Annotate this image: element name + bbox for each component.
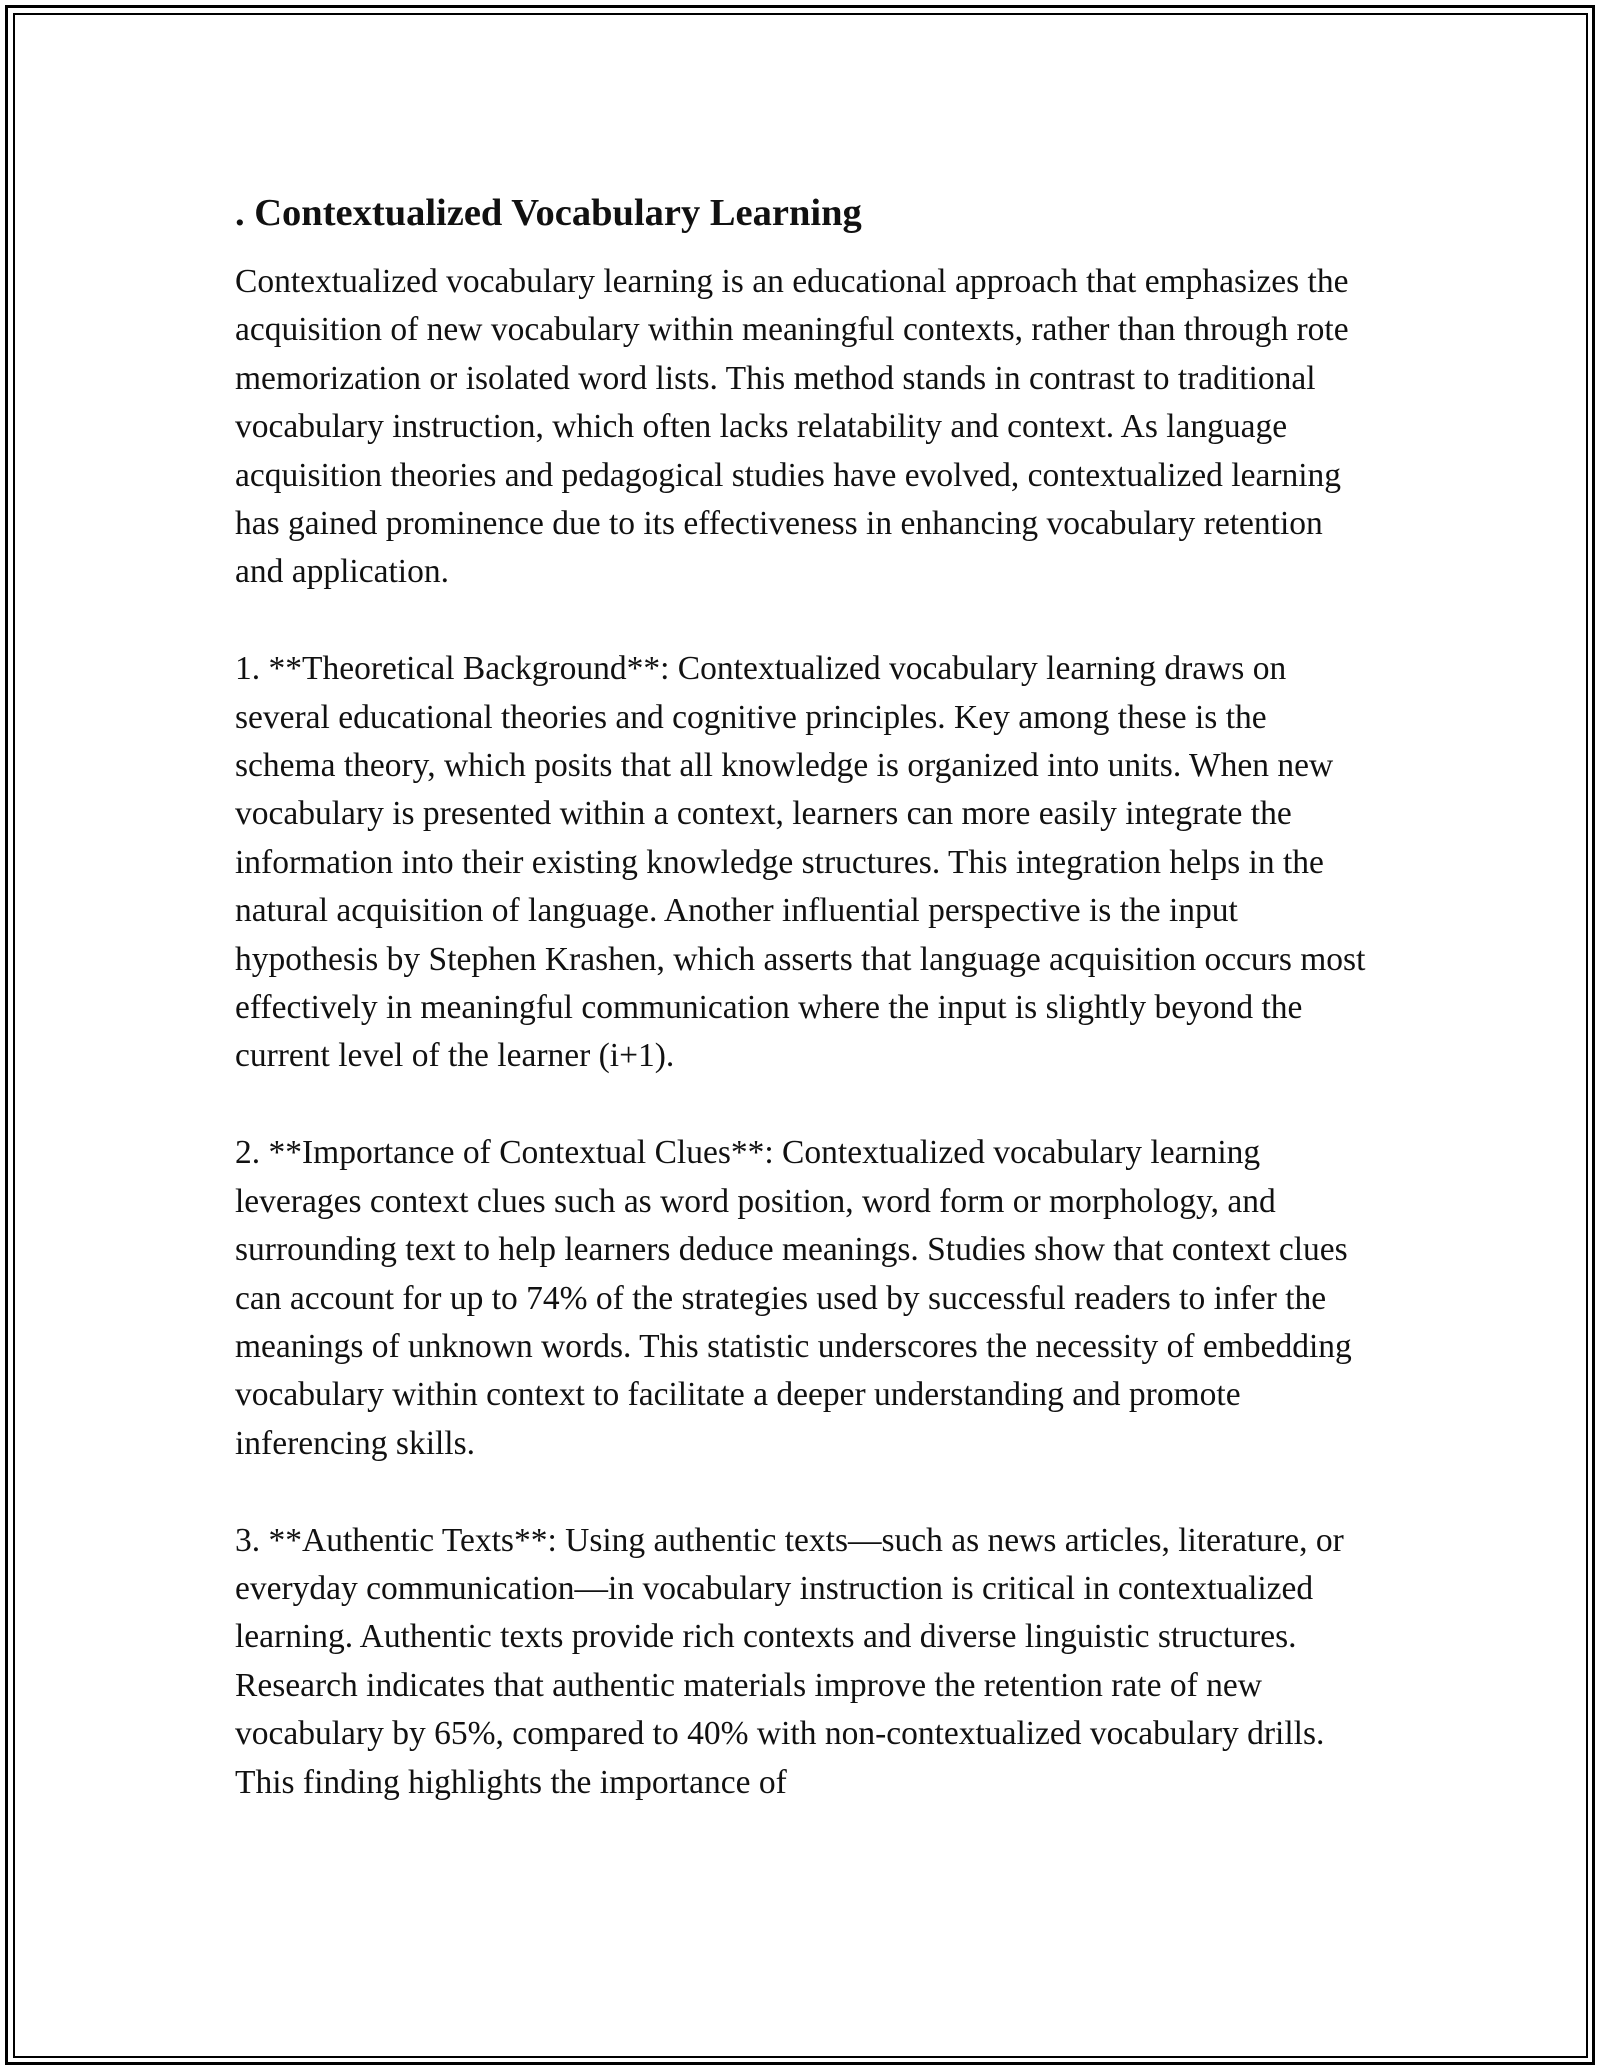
- intro-paragraph: Contextualized vocabulary learning is an educational approach that emphasizes the acquisition of new vocabulary within meaningful contexts, rather than through rote memorization or isolated word lists. This method stands in contrast to traditional vocabulary instruction, which often lacks relatability and context. As language acquisition theories and pedagogical studies have evolved, contextualized learning has gained prominence due to its effectiveness in enhancing vocabulary retention and application.: [235, 263, 1349, 591]
- document-body: [235, 186, 1370, 1855]
- contextual-clues-paragraph: 2. **Importance of Contextual Clues**: Contextualized vocabulary learning leverages context clues such as word position, word form or morphology, and surrounding text to help learners deduce meanings. Studies show that context clues can account for up to 74% of the strategies used by successful readers to infer the meanings of unknown words. This statistic underscores the necessity of embedding vocabulary within context to facilitate a deeper understanding and promote inferencing skills.: [235, 1134, 1352, 1462]
- document-title: . Contextualized Vocabulary Learning: [235, 192, 862, 234]
- authentic-texts-paragraph: 3. **Authentic Texts**: Using authentic texts—such as news articles, literature, or everyday communication—in vocabulary instruction is critical in contextualized learning. Authentic texts provide rich contexts and diverse linguistic structures. Research indicates that authentic materials improve the retention rate of new vocabulary by 65%, compared to 40% with non-contextualized vocabulary drills. This finding highlights the importance of: [235, 1521, 1344, 1801]
- theoretical-background-paragraph: 1. **Theoretical Background**: Contextualized vocabulary learning draws on several educational theories and cognitive principles. Key among these is the schema theory, which posits that all knowledge is organized into units. When new vocabulary is presented within a context, learners can more easily integrate the information into their existing knowledge structures. This integration helps in the natural acquisition of language. Another influential perspective is the input hypothesis by Stephen Krashen, which asserts that language acquisition occurs most effectively in meaningful communication where the input is slightly beyond the current level of the learner (i+1).: [235, 650, 1366, 1075]
